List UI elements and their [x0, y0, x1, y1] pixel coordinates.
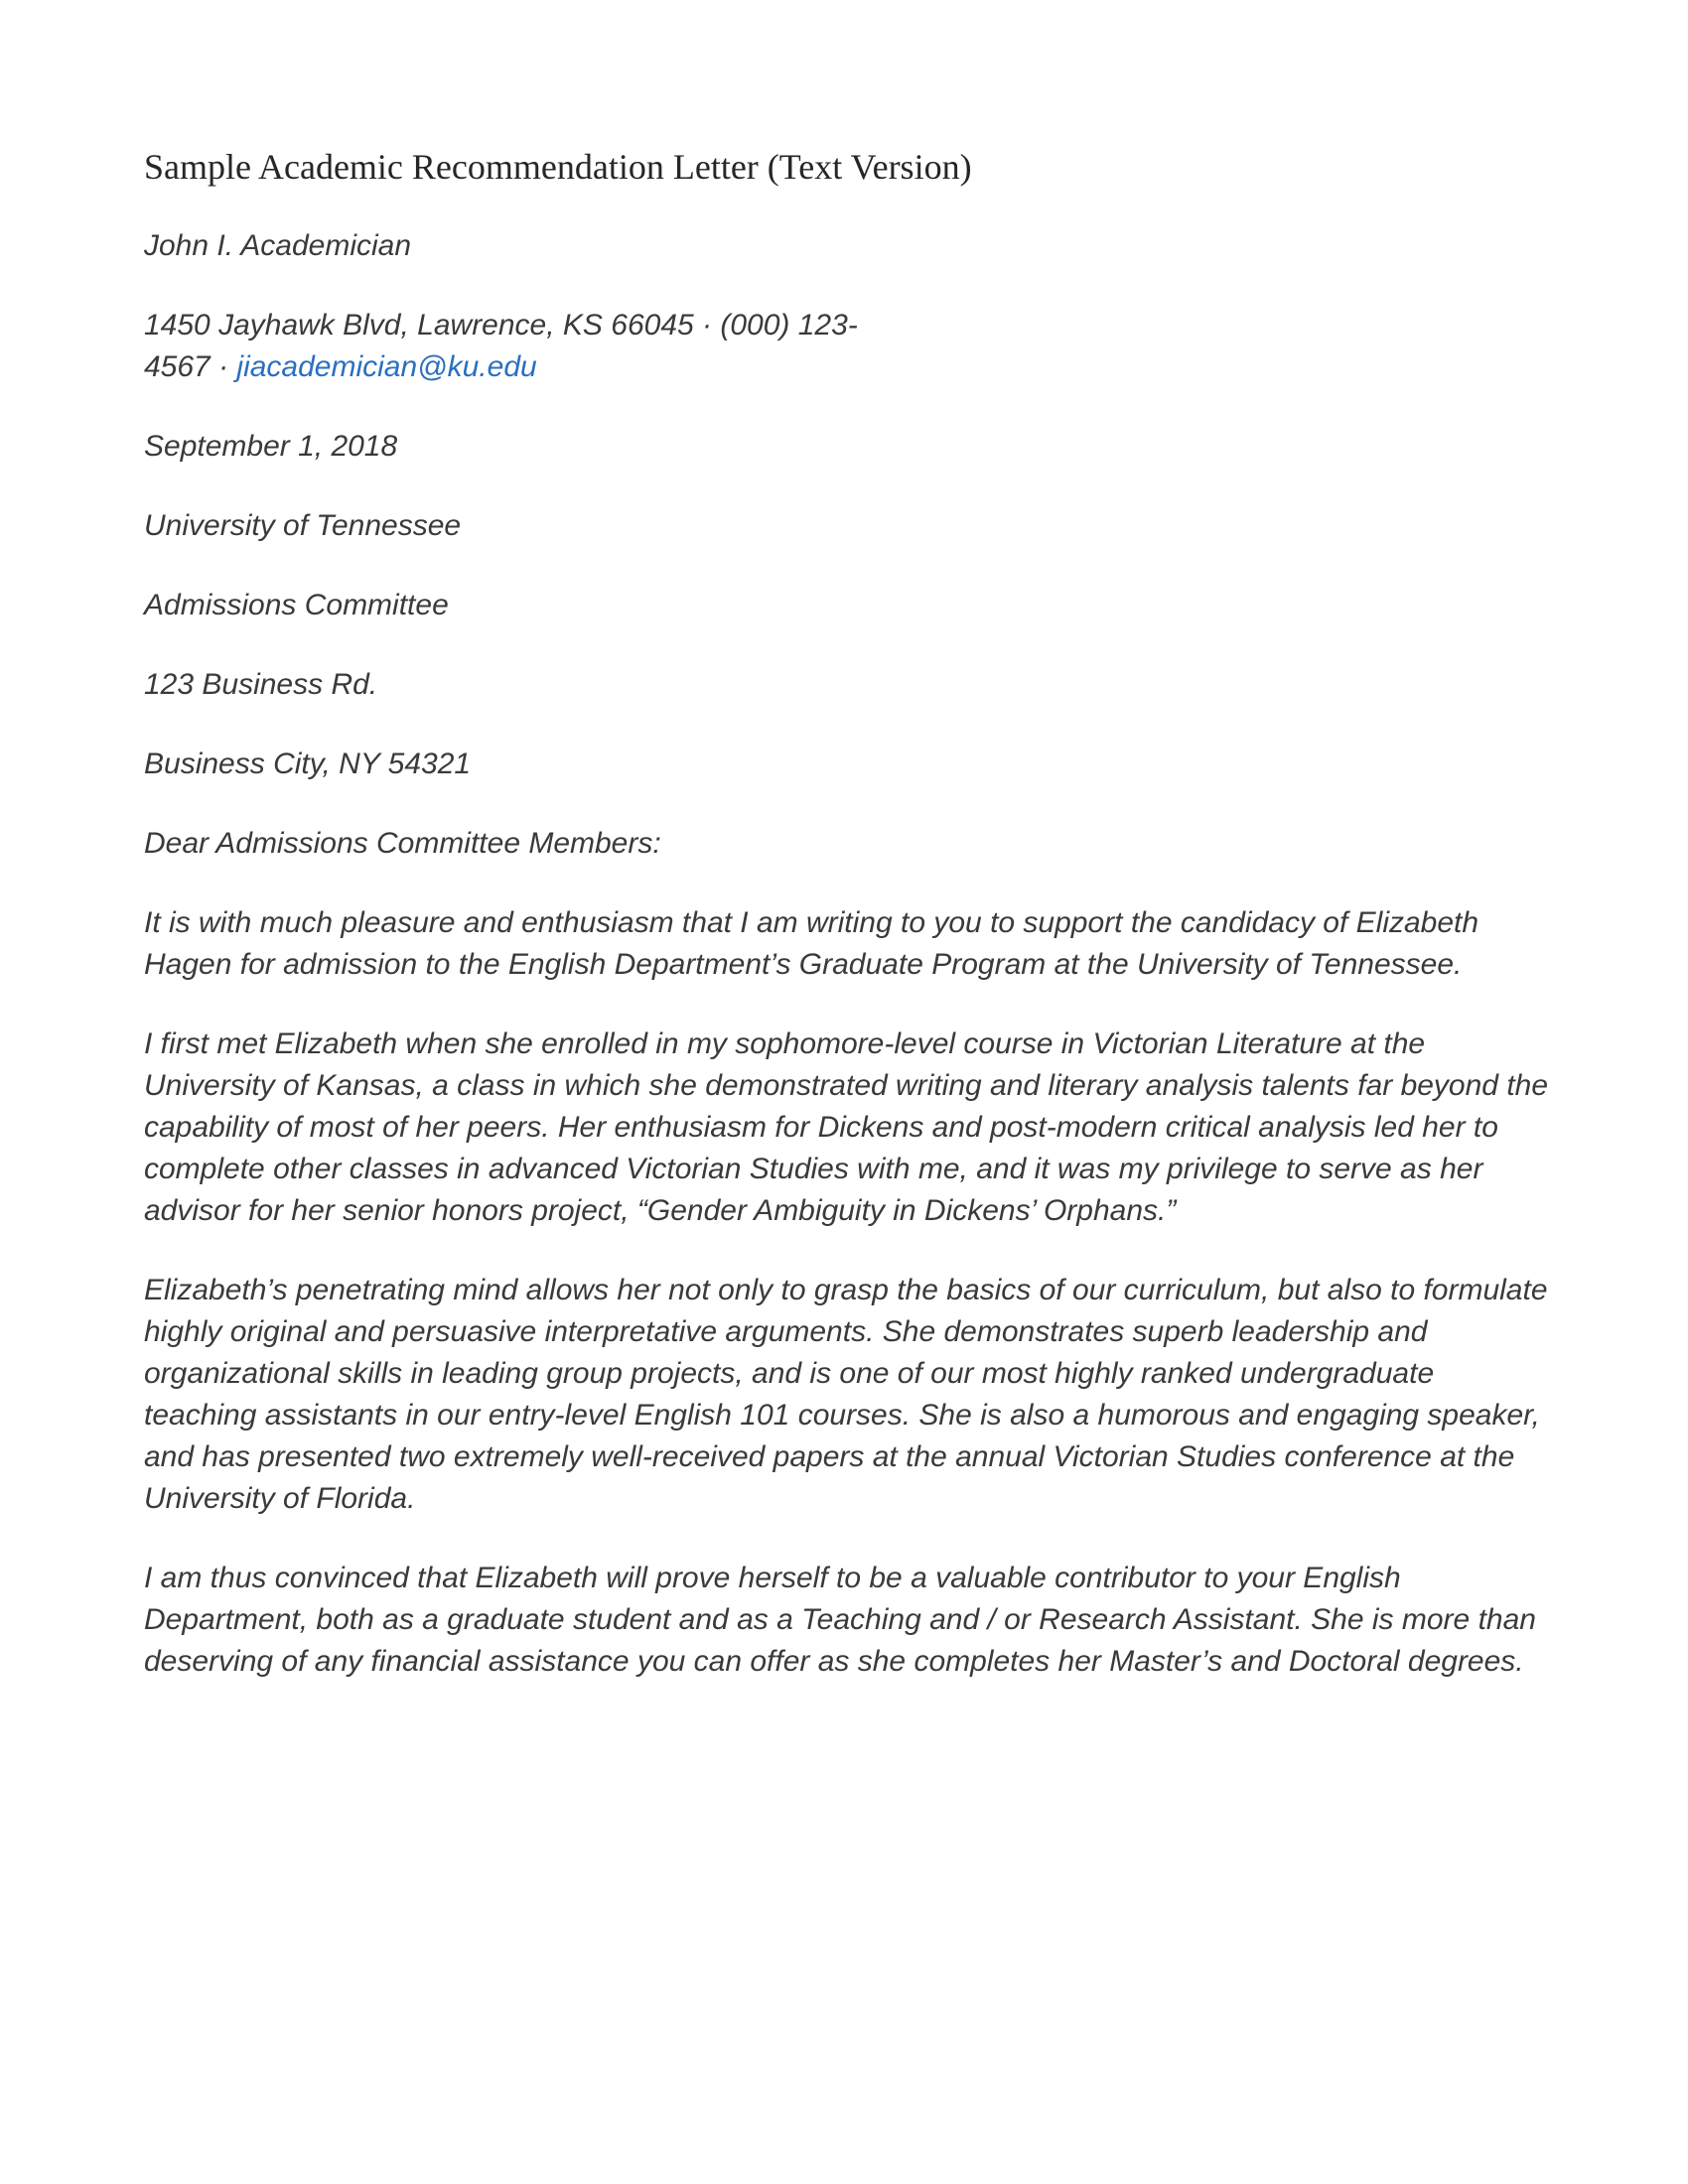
recipient-line-street: 123 Business Rd. — [144, 668, 378, 701]
date-line: September 1, 2018 — [144, 430, 398, 463]
sender-name: John I. Academician — [144, 229, 412, 262]
recipient-line-city: Business City, NY 54321 — [144, 748, 472, 780]
contact-line-1: 1450 Jayhawk Blvd, Lawrence, KS 66045 · (000) 123- — [144, 309, 858, 341]
paragraph-first-met: I first met Elizabeth when she enrolled in my sophomore-level course in Victorian Literature at the University of Kansas, a class in which she demonstrated writing and literary analysis talents far beyond the capability of most of her peers. Her enthusiasm for Dickens and post-modern critical analysis led her to complete other classes in advanced Victorian Studies with me, and it was my privilege to serve as her advisor for her senior honors project, “Gender Ambiguity in Dickens’ Orphans.” — [144, 1027, 1549, 1227]
page-title: Sample Academic Recommendation Letter (Text Version) — [144, 147, 972, 187]
recipient-line-committee: Admissions Committee — [144, 589, 449, 621]
paragraph-conclusion: I am thus convinced that Elizabeth will prove herself to be a valuable contributor to your English Department, both as a graduate student and as a Teaching and / or Research Assistant. She is more than deserving of any financial assistance you can offer as she completes her Master’s and Doctoral degrees. — [144, 1562, 1536, 1678]
recipient-line-university: University of Tennessee — [144, 509, 462, 542]
email-link[interactable]: jiacademician@ku.edu — [236, 350, 537, 383]
contact-info — [144, 305, 1549, 388]
contact-line-2-prefix: 4567 · — [144, 350, 237, 383]
salutation: Dear Admissions Committee Members: — [144, 827, 661, 860]
paragraph-skills: Elizabeth’s penetrating mind allows her not only to grasp the basics of our curriculum, but also to formulate highly original and persuasive interpretative arguments. She demonstrates superb leadership and organizational skills in leading group projects, and is one of our most highly ranked undergraduate teaching assistants in our entry-level English 101 courses. She is also a humorous and engaging speaker, and has presented two extremely well-received papers at the annual Victorian Studies conference at the University of Florida. — [144, 1274, 1548, 1515]
paragraph-intro: It is with much pleasure and enthusiasm that I am writing to you to support the candidacy of Elizabeth Hagen for admission to the English Department’s Graduate Program at the University of Tennessee. — [144, 906, 1479, 981]
